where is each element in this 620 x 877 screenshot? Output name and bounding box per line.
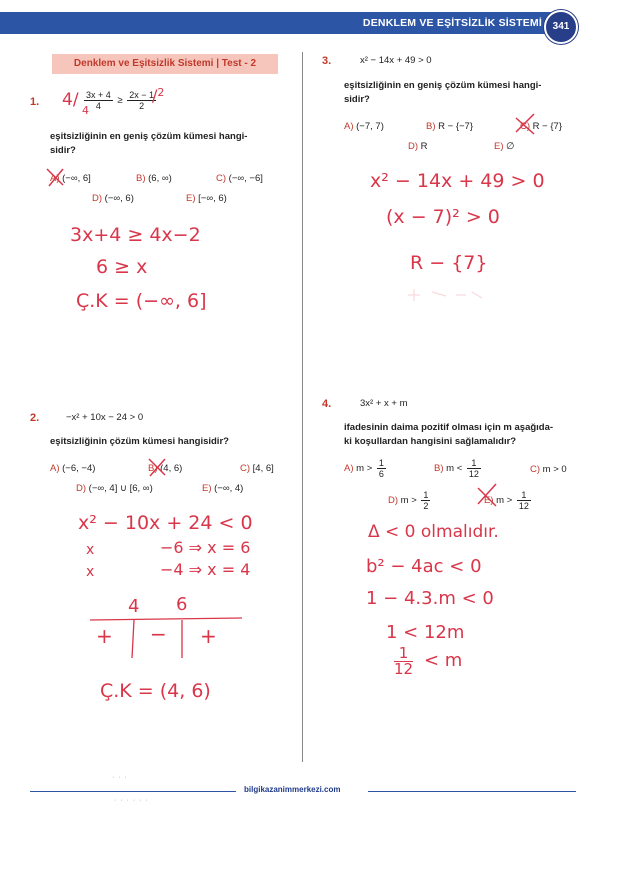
q2-handwriting-root1: −6 ⇒ x = 6 [160, 538, 251, 557]
q2-prompt: eşitsizliğinin çözüm kümesi hangisidir? [50, 436, 229, 447]
q4-handwriting-5: < m [424, 650, 463, 671]
q1-option-c[interactable]: C) (−∞, −6] [216, 173, 263, 184]
q3-handwriting-3: R − {7} [410, 252, 488, 274]
footer-decoration: · · · [112, 774, 128, 781]
q3-option-e[interactable]: E) ∅ [494, 141, 515, 152]
q2-handwriting-answer: Ç.K = (4, 6) [100, 680, 211, 702]
q3-option-c[interactable]: C) R − {7} [520, 121, 562, 132]
q4-option-d[interactable]: D) m > $\frac{1}{2}$ [388, 490, 429, 511]
q3-answer-cross-mark [512, 112, 538, 136]
q2-handwriting-x1: x [86, 542, 95, 558]
q1-inequality: $\frac{3x + 4}{4}$ ≥ $\frac{2x - 1}{2}$ [86, 90, 155, 111]
q2-handwriting-x2: x [86, 564, 95, 580]
q1-option-b[interactable]: B) (6, ∞) [136, 173, 172, 184]
q1-margin-mark-denominator: 4 [82, 104, 89, 117]
q2-answer-cross-mark [146, 456, 168, 478]
q1-prompt-line2: sidir? [50, 145, 76, 156]
footer-line-right [368, 791, 576, 792]
q3-option-b[interactable]: B) R − {−7} [426, 121, 474, 132]
q3-expression: x² − 14x + 49 > 0 [360, 55, 432, 66]
q1-option-e[interactable]: E) [−∞, 6) [186, 193, 227, 204]
q2-option-e[interactable]: E) (−∞, 4) [202, 483, 244, 494]
page-number-badge: 341 [544, 10, 578, 44]
q1-answer-cross-mark [44, 166, 66, 188]
q1-handwriting-3: Ç.K = (−∞, 6] [76, 290, 207, 312]
q3-option-a[interactable]: A) (−7, 7) [344, 121, 384, 132]
question-3-number: 3. [322, 55, 332, 67]
q2-option-a[interactable]: A) (−6, −4) [50, 463, 96, 474]
q3-prompt-line1: eşitsizliğinin en geniş çözüm kümesi hangi- [344, 80, 542, 91]
q3-option-d[interactable]: D) R [408, 141, 428, 152]
q1-margin-mark-left: 4/ [62, 90, 79, 110]
question-2-number: 2. [30, 412, 40, 424]
column-divider [302, 52, 303, 762]
q4-option-e[interactable]: E) m > $\frac{1}{12}$ [484, 490, 529, 511]
question-1-number: 1. [30, 96, 40, 108]
q4-handwriting-4: 1 < 12m [386, 622, 465, 643]
q4-prompt-line1: ifadesinin daima pozitif olması için m aşağıda- [344, 422, 554, 433]
q4-prompt-line2: ki koşullardan hangisini sağlamalıdır? [344, 436, 517, 447]
q2-option-b[interactable]: B) (4, 6) [148, 463, 183, 474]
q4-answer-cross-mark [474, 482, 500, 508]
q2-sign-table-root-6: 6 [176, 594, 188, 615]
q2-sign-plus-left: + [96, 624, 113, 648]
q1-option-a[interactable]: A) (−∞, 6] [50, 173, 91, 184]
q3-faint-eraser-marks [406, 286, 486, 304]
q2-sign-plus-right: + [200, 624, 217, 648]
q2-sign-minus: − [150, 622, 167, 646]
question-4-number: 4. [322, 398, 332, 410]
q2-expression: −x² + 10x − 24 > 0 [66, 412, 144, 423]
q4-option-a[interactable]: A) m > $\frac{1}{6}$ [344, 458, 384, 479]
q3-prompt-line2: sidir? [344, 94, 370, 105]
q4-handwriting-fraction: 1 12 [394, 644, 414, 678]
q1-option-d[interactable]: D) (−∞, 6) [92, 193, 134, 204]
q1-margin-mark-right: /$^2$ [152, 86, 165, 105]
q2-option-c[interactable]: C) [4, 6] [240, 463, 274, 474]
q4-handwriting-3: 1 − 4.3.m < 0 [366, 588, 494, 609]
q4-option-b[interactable]: B) m < $\frac{1}{12}$ [434, 458, 479, 479]
q1-handwriting-2: 6 ≥ x [96, 256, 148, 278]
q2-handwriting-root2: −4 ⇒ x = 4 [160, 560, 251, 579]
q2-sign-table-root-4: 4 [128, 596, 140, 617]
q1-handwriting-1: 3x+4 ≥ 4x−2 [70, 224, 201, 246]
q3-handwriting-1: x² − 14x + 49 > 0 [370, 170, 545, 192]
q2-option-d[interactable]: D) (−∞, 4] ∪ [6, ∞) [76, 483, 153, 494]
footer-line-left [30, 791, 236, 792]
footer-website: bilgikazanimmerkezi.com [244, 785, 341, 794]
q4-handwriting-2: b² − 4ac < 0 [366, 556, 482, 577]
q4-option-c[interactable]: C) m > 0 [530, 464, 567, 475]
q4-expression: 3x² + x + m [360, 398, 408, 409]
chapter-title: DENKLEM VE EŞİTSİZLİK SİSTEMİ [362, 17, 542, 29]
q3-handwriting-2: (x − 7)² > 0 [386, 206, 500, 228]
q4-handwriting-1: Δ < 0 olmalıdır. [368, 522, 499, 542]
question-1 [30, 92, 39, 110]
q1-prompt-line1: eşitsizliğinin en geniş çözüm kümesi hangi- [50, 131, 248, 142]
q2-handwriting-1: x² − 10x + 24 < 0 [78, 512, 253, 534]
footer-decoration-2: · · · · · · [114, 797, 149, 804]
test-title: Denklem ve Eşitsizlik Sistemi | Test - 2 [52, 54, 278, 74]
